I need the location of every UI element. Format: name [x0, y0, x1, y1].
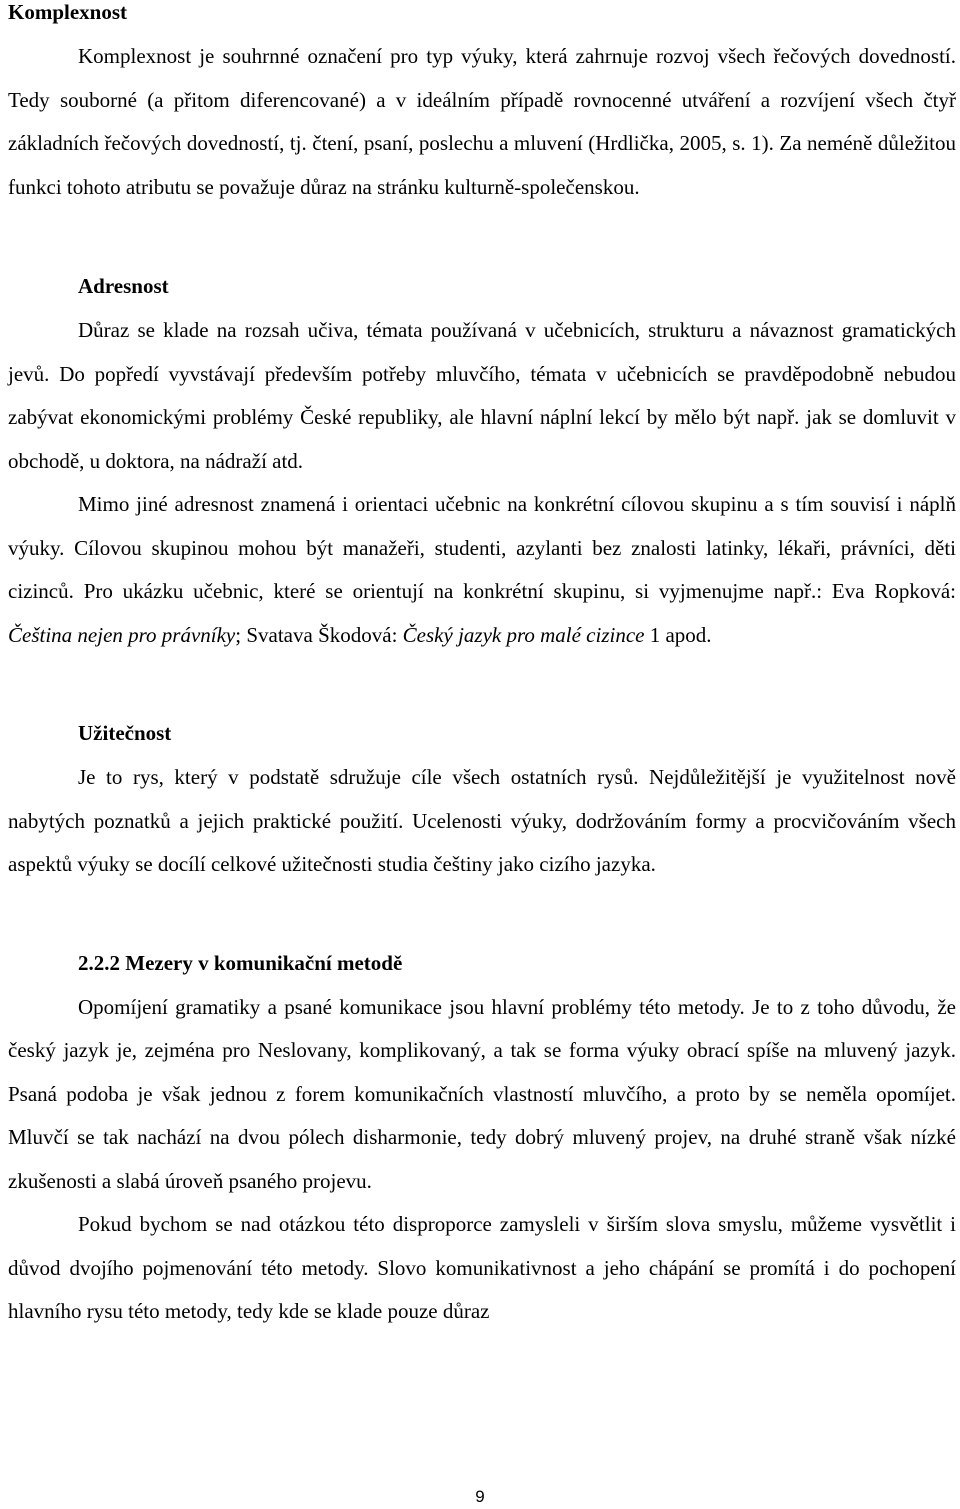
paragraph-adresnost-2-start: Mimo jiné adresnost znamená i orientaci učebnic na konkrétní cílovou skupinu a s tím souvisí i náplň výuky. Cílovou skupinou mohou být manažeři, studenti, azylanti bez znalosti latinky, lékaři, právníci, děti cizinců. Pro ukázku učebnic, které se orientují na konkrétní skupinu, si vyjmenujme např.: Eva Ropková: [8, 492, 956, 603]
paragraph-adresnost-2-mid: ; Svatava Škodová: [235, 622, 403, 647]
heading-mezery: 2.2.2 Mezery v komunikační metodě [78, 950, 403, 975]
book-title-pravniky: Čeština nejen pro právníky [8, 622, 236, 647]
book-title-male-cizince: Český jazyk pro malé cizince [402, 622, 645, 647]
heading-adresnost: Adresnost [78, 274, 169, 298]
paragraph-adresnost-1: Důraz se klade na rozsah učiva, témata používaná v učebnicích, strukturu a návaznost gramatických jevů. Do popředí vyvstávají především potřeby mluvčího, témata v učebnicích se pravděpodobně nebudou zabývat ekonomickými problémy České republiky, ale hlavní náplní lekcí by mělo být např. jak se domluvit v obchodě, u doktora, na nádraží atd. [8, 318, 956, 473]
heading-komplexnost: Komplexnost [8, 0, 128, 24]
paragraph-mezery-2: Pokud bychom se nad otázkou této disproporce zamysleli v širším slova smyslu, můžeme vysvětlit i důvod dvojího pojmenování této metody. Slovo komunikativnost a jeho chápání se promítá i do pochopení hlavního rysu této metody, tedy kde se klade pouze důraz [8, 1212, 956, 1323]
document-page [8, 0, 956, 1334]
heading-uzitecnost: Užitečnost [78, 721, 172, 745]
paragraph-komplexnost: Komplexnost je souhrnné označení pro typ výuky, která zahrnuje rozvoj všech řečových dovedností. Tedy souborné (a přitom diferencované) a v ideálním případě rovnocenné utváření a rozvíjení všech čtyř základních řečových dovedností, tj. čtení, psaní, poslechu a mluvení (Hrdlička, 2005, s. 1). Za neméně důležitou funkci tohoto atributu se považuje důraz na stránku kulturně-společenskou. [8, 44, 956, 199]
paragraph-adresnost-2-end: 1 apod. [644, 622, 712, 647]
page-number: 9 [475, 1487, 485, 1506]
paragraph-mezery-1: Opomíjení gramatiky a psané komunikace jsou hlavní problémy této metody. Je to z toho důvodu, že český jazyk je, zejména pro Neslovany, komplikovaný, a tak se forma výuky obrací spíše na mluvený jazyk. Psaná podoba je však jednou z forem komunikačních vlastností mluvčího, a proto by se neměla opomíjet. Mluvčí se tak nachází na dvou pólech disharmonie, tedy dobrý mluvený projev, na druhé straně však nízké zkušenosti a slabá úroveň psaného projevu. [8, 994, 956, 1193]
paragraph-uzitecnost: Je to rys, který v podstatě sdružuje cíle všech ostatních rysů. Nejdůležitější je využitelnost nově nabytých poznatků a jejich praktické použití. Ucelenosti výuky, dodržováním formy a procvičováním všech aspektů výuky se docílí celkové užitečnosti studia češtiny jako cizího jazyka. [8, 765, 956, 876]
paragraph-adresnost-2 [8, 483, 956, 657]
